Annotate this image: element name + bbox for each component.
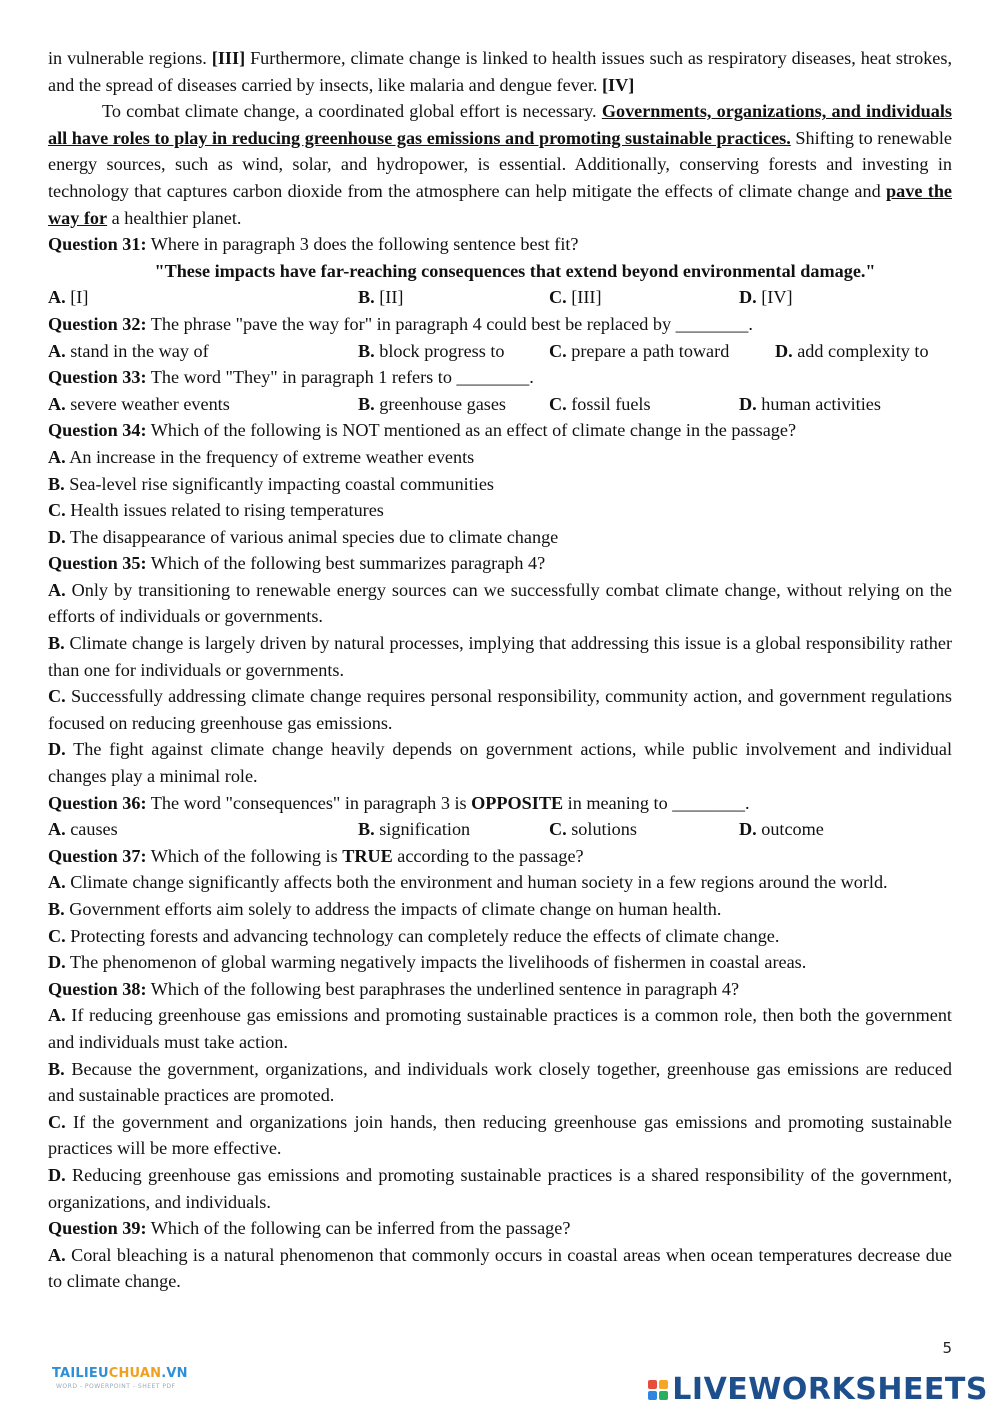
- logo-square-1: [648, 1380, 657, 1389]
- question-36: Question 36: The word "consequences" in paragraph 3 is OPPOSITE in meaning to ________.: [48, 792, 750, 813]
- option-d[interactable]: D. The fight against climate change heavily depends on government actions, while public involvement and individual changes play a minimal role.: [48, 739, 952, 787]
- option-b[interactable]: B. Climate change is largely driven by natural processes, implying that addressing this issue is a global responsibility rather than one for individuals or governments.: [48, 633, 952, 680]
- option-c[interactable]: C. fossil fuels: [549, 393, 651, 414]
- option-c[interactable]: C. If the government and organizations join hands, then reducing greenhouse gas emissions and promoting sustainable practices will be more effective.: [48, 1111, 952, 1159]
- option-a[interactable]: A. stand in the way of: [48, 340, 209, 361]
- paragraph-4: To combat climate change, a coordinated global effort is necessary. Governments, organizations, and individuals all have roles to play in reducing greenhouse gas emissions and promoting sustainable practices. Shifting to renewable energy sources, such as wind, solar, and hydropower, is essential. Additionally, conserving forests and investing in technology that captures carbon dioxide from the atmosphere can help mitigate the effects of climate change and pave the way for a healthier planet.: [48, 101, 953, 228]
- option-c[interactable]: C. Protecting forests and advancing technology can completely reduce the effects of climate change.: [48, 925, 780, 946]
- question-39: Question 39: Which of the following can be inferred from the passage?: [48, 1218, 571, 1239]
- option-b[interactable]: B. block progress to: [358, 340, 505, 361]
- option-c[interactable]: C. Health issues related to rising temperatures: [48, 500, 384, 521]
- option-a[interactable]: A. severe weather events: [48, 393, 230, 414]
- option-d[interactable]: D. add complexity to: [775, 340, 929, 361]
- option-a[interactable]: A. causes: [48, 819, 118, 840]
- option-c[interactable]: C. prepare a path toward: [549, 340, 730, 361]
- question-36-options: [48, 816, 952, 843]
- question-32: Question 32: The phrase "pave the way for" in paragraph 4 could best be replaced by ________.: [48, 313, 753, 334]
- option-d[interactable]: D. Reducing greenhouse gas emissions and promoting sustainable practices is a shared responsibility of the government, organizations, and individuals.: [48, 1164, 952, 1212]
- question-35: Question 35: Which of the following best summarizes paragraph 4?: [48, 553, 546, 574]
- logo-square-3: [648, 1391, 657, 1400]
- option-c[interactable]: C. [III]: [549, 287, 602, 308]
- logo-square-4: [659, 1391, 668, 1400]
- question-34: Question 34: Which of the following is NOT mentioned as an effect of climate change in the passage?: [48, 420, 797, 441]
- option-d[interactable]: D. human activities: [739, 393, 881, 414]
- question-37: Question 37: Which of the following is TRUE according to the passage?: [48, 845, 584, 866]
- question-31-quote: "These impacts have far-reaching consequences that extend beyond environmental damage.": [154, 260, 876, 281]
- question-33-options: [48, 391, 952, 418]
- option-b[interactable]: B. Sea-level rise significantly impacting coastal communities: [48, 473, 494, 494]
- question-33: Question 33: The word "They" in paragraph 1 refers to ________.: [48, 367, 534, 388]
- option-b[interactable]: B. [II]: [358, 287, 404, 308]
- document-body: [48, 45, 952, 1295]
- option-d[interactable]: D. outcome: [739, 819, 824, 840]
- marker-iii: [III]: [211, 48, 246, 68]
- tailieuchuan-logo[interactable]: TAILIEUCHUAN.VN: [52, 1366, 188, 1381]
- option-b[interactable]: B. signification: [358, 819, 471, 840]
- option-b[interactable]: B. greenhouse gases: [358, 393, 506, 414]
- question-31: Question 31: Where in paragraph 3 does the following sentence best fit?: [48, 234, 579, 255]
- option-a[interactable]: A. Coral bleaching is a natural phenomenon that commonly occurs in coastal areas when ocean temperatures decrease due to climate change.: [48, 1244, 952, 1292]
- option-a[interactable]: A. [I]: [48, 287, 89, 308]
- liveworksheets-icon: [648, 1380, 668, 1400]
- phrase-pave-the-way-for: pave the way for: [48, 180, 953, 228]
- option-c[interactable]: C. Successfully addressing climate change requires personal responsibility, community action, and government regulations focused on reducing greenhouse gas emissions.: [48, 686, 952, 733]
- option-a[interactable]: A. Only by transitioning to renewable energy sources can we successfully combat climate change, without relying on the efforts of individuals or governments.: [48, 579, 952, 627]
- question-38: Question 38: Which of the following best paraphrases the underlined sentence in paragraph 4?: [48, 978, 740, 999]
- underlined-sentence: Governments, organizations, and individuals all have roles to play in reducing greenhouse gas emissions and promoting sustainable practices.: [48, 101, 952, 148]
- logo-square-2: [659, 1380, 668, 1389]
- option-a[interactable]: A. If reducing greenhouse gas emissions and promoting sustainable practices is a common role, then both the government and individuals must take action.: [48, 1005, 952, 1052]
- liveworksheets-wordmark: LIVEWORKSHEETS: [672, 1372, 988, 1407]
- question-32-options: [48, 338, 952, 365]
- marker-iv: [IV]: [602, 74, 635, 95]
- option-b[interactable]: B. Because the government, organizations, and individuals work closely together, greenhouse gas emissions are reduced and sustainable practices are promoted.: [48, 1058, 952, 1106]
- option-a[interactable]: A. An increase in the frequency of extreme weather events: [48, 446, 475, 467]
- option-c[interactable]: C. solutions: [549, 819, 637, 840]
- option-d[interactable]: D. The phenomenon of global warming negatively impacts the livelihoods of fishermen in coastal areas.: [48, 952, 807, 973]
- question-31-options: [48, 284, 952, 311]
- option-d[interactable]: D. The disappearance of various animal species due to climate change: [48, 526, 559, 547]
- liveworksheets-logo[interactable]: [648, 1372, 988, 1407]
- option-a[interactable]: A. Climate change significantly affects both the environment and human society in a few regions around the world.: [48, 872, 888, 893]
- option-b[interactable]: B. Government efforts aim solely to address the impacts of climate change on human health.: [48, 899, 722, 919]
- option-d[interactable]: D. [IV]: [739, 287, 793, 308]
- paragraph-3-end: in vulnerable regions. [III] Furthermore, climate change is linked to health issues such as respiratory diseases, heat strokes, and the spread of diseases carried by insects, like malaria and dengue fever. [IV]: [48, 48, 952, 95]
- tailieuchuan-tagline: WORD - POWERPOINT - SHEET PDF: [56, 1383, 176, 1390]
- page-number: 5: [942, 1339, 952, 1357]
